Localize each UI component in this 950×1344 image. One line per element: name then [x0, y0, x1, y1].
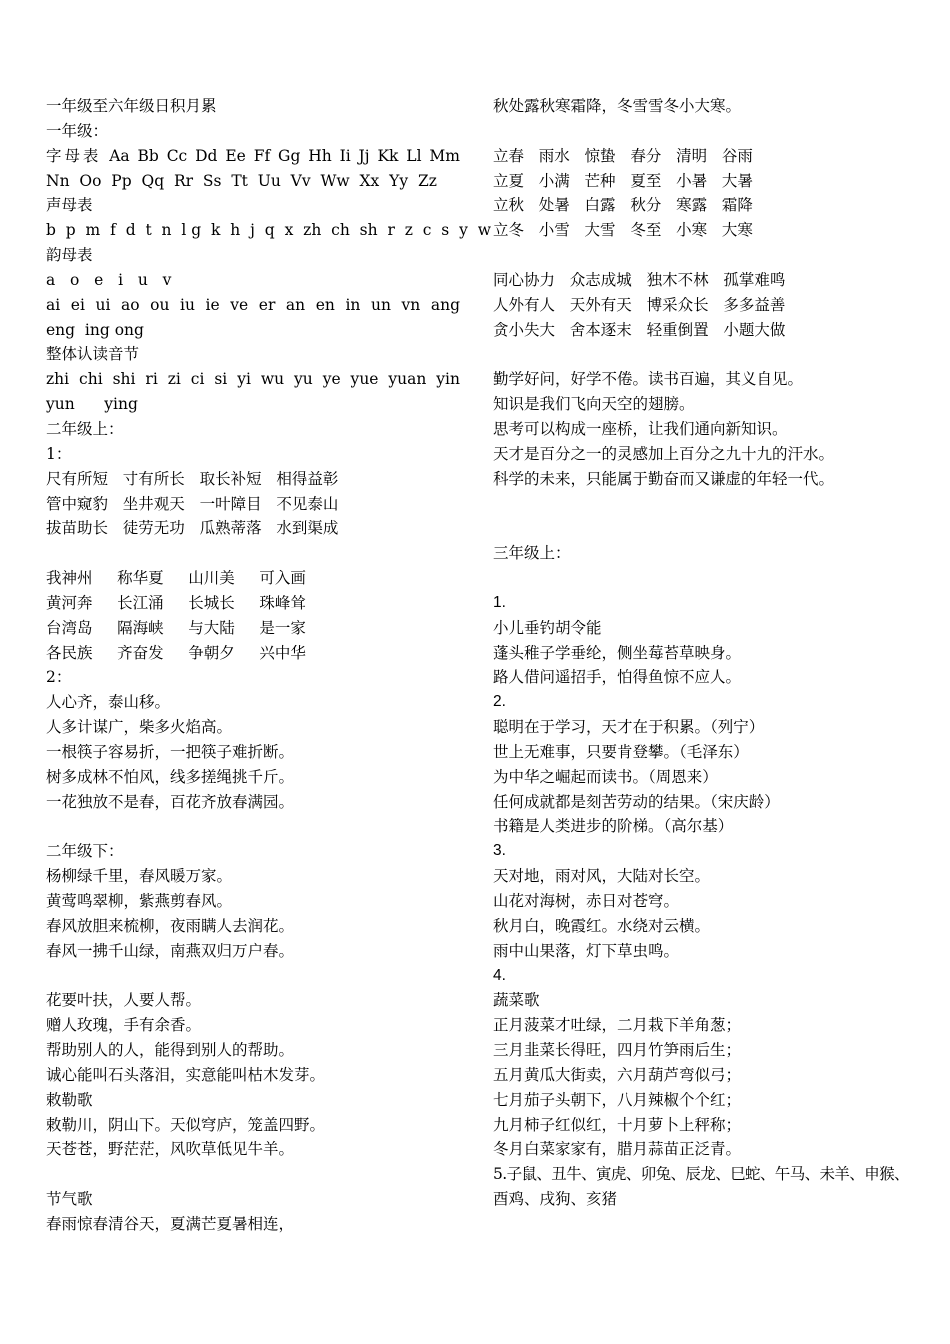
proverb-line: 树多成林不怕风，线多搓绳挑千斤。	[46, 767, 295, 786]
whole-syllables-heading: 整体认读音节	[46, 345, 140, 364]
saying-line: 帮助别人的人，能得到别人的帮助。	[46, 1041, 295, 1060]
blank-line	[493, 342, 913, 367]
zodiac-line: 5.子鼠、丑牛、寅虎、卯兔、辰龙、巳蛇、午马、未羊、申猴、	[493, 1165, 909, 1184]
document-title: 一年级至六年级日积月累	[46, 97, 217, 115]
grade-1-heading: 一年级：	[46, 121, 109, 140]
verse-row: 黄河奔 长江涌 长城长 珠峰耸	[46, 593, 306, 612]
section-number: 2：	[46, 668, 72, 687]
quote-line: 知识是我们飞向天空的翅膀。	[493, 395, 695, 414]
idiom-row: 管中窥豹 坐井观天 一叶障目 不见泰山	[46, 494, 339, 513]
blank-line	[493, 566, 913, 591]
proverb-line: 人多计谋广，柴多火焰高。	[46, 718, 233, 737]
whole-syllables-line-1: zhi chi shi ri zi ci si yi wu yu ye yue yuan yin	[46, 370, 460, 389]
song-line: 七月茄子头朝下，八月辣椒个个红；	[493, 1090, 742, 1109]
verse-row: 台湾岛 隔海峡 与大陆 是一家	[46, 618, 306, 637]
song-title: 蔬菜歌	[493, 991, 540, 1010]
couplet-line: 春风放胆来梳柳，夜雨瞒人去润花。	[46, 916, 295, 935]
alphabet-line-1: 字母表 Aa Bb Cc Dd Ee Ff Gg Hh Ii Jj Kk Ll Mm	[46, 146, 460, 165]
blank-line	[493, 516, 913, 541]
poem-line: 敕勒川，阴山下。天似穹庐，笼盖四野。	[46, 1115, 326, 1134]
idiom-row: 贪小失大 舍本逐末 轻重倒置 小题大做	[493, 320, 786, 339]
quote-line: 为中华之崛起而读书。（周恩来）	[493, 767, 718, 786]
grade-2-second-heading: 二年级下：	[46, 842, 124, 861]
idiom-row: 人外有人 天外有天 博采众长 多多益善	[493, 295, 786, 314]
couplet-line: 杨柳绿千里，春风暖万家。	[46, 867, 233, 886]
song-line: 秋处露秋寒霜降，冬雪雪冬小大寒。	[493, 97, 742, 115]
blank-line	[493, 492, 913, 517]
song-line: 冬月白菜家家有，腊月蒜苗正泛青。	[493, 1140, 742, 1159]
quote-line: 勤学好问，好学不倦。读书百遍，其义自见。	[493, 370, 804, 389]
compound-finals-line: ai ei ui ao ou iu ie ve er an en in un vn ang	[46, 295, 460, 314]
finals-heading: 韵母表	[46, 246, 93, 265]
quote-line: 聪明在于学习，天才在于积累。（列宁）	[493, 718, 765, 737]
grade-3-first-heading: 三年级上：	[493, 544, 571, 563]
simple-finals-line: a o e i u v	[46, 270, 172, 289]
blank-line	[46, 814, 460, 839]
quote-line: 思考可以构成一座桥，让我们通向新知识。	[493, 419, 788, 438]
grade-2-first-heading: 二年级上：	[46, 419, 124, 438]
section-number: 2.	[493, 693, 506, 711]
solar-term-row: 立夏 小满 芒种 夏至 小暑 大暑	[493, 171, 753, 190]
proverb-line: 一根筷子容易折，一把筷子难折断。	[46, 742, 295, 761]
song-line: 九月柿子红似红，十月萝卜上秤称；	[493, 1115, 742, 1134]
nasal-finals-line: eng ing ong	[46, 320, 144, 339]
section-number: 4.	[493, 966, 506, 984]
section-number: 3.	[493, 842, 506, 860]
section-number: 1：	[46, 444, 72, 463]
saying-line: 诚心能叫石头落泪，实意能叫枯木发芽。	[46, 1065, 326, 1084]
poem-title: 敕勒歌	[46, 1090, 93, 1109]
zodiac-line: 酉鸡、戌狗、亥猪	[493, 1190, 618, 1209]
quote-line: 任何成就都是刻苦劳动的结果。（宋庆龄）	[493, 792, 780, 811]
blank-line	[46, 1162, 460, 1187]
verse-row: 各民族 齐奋发 争朝夕 兴中华	[46, 643, 306, 662]
couplet-line: 春风一拂千山绿，南燕双归万户春。	[46, 941, 295, 960]
song-line: 五月黄瓜大街卖，六月葫芦弯似弓；	[493, 1065, 742, 1084]
solar-term-row: 立春 雨水 惊蛰 春分 清明 谷雨	[493, 146, 753, 165]
idiom-row: 同心协力 众志成城 独木不林 孤掌难鸣	[493, 270, 786, 289]
left-column	[46, 94, 491, 1237]
quote-line: 世上无难事，只要肯登攀。（毛泽东）	[493, 742, 749, 761]
poem-title: 小儿垂钓胡令能	[493, 618, 602, 637]
quote-line: 书籍是人类进步的阶梯。（高尔基）	[493, 817, 734, 836]
poem-line: 路人借问遥招手，怕得鱼惊不应人。	[493, 668, 742, 687]
quote-line: 科学的未来，只能属于勤奋而又谦虚的年轻一代。	[493, 469, 835, 488]
song-line: 正月菠菜才吐绿，二月栽下羊角葱；	[493, 1016, 742, 1035]
poem-line: 蓬头稚子学垂纶，侧坐莓苔草映身。	[493, 643, 742, 662]
song-line: 春雨惊春清谷天，夏满芒夏暑相连，	[46, 1214, 295, 1233]
couplet-line: 天对地，雨对风，大陆对长空。	[493, 867, 711, 886]
initials-heading: 声母表	[46, 196, 93, 215]
couplet-line: 雨中山果落，灯下草虫鸣。	[493, 941, 680, 960]
solar-term-row: 立秋 处暑 白露 秋分 寒露 霜降	[493, 196, 753, 215]
song-line: 三月韭菜长得旺，四月竹笋雨后生；	[493, 1041, 742, 1060]
song-title: 节气歌	[46, 1190, 93, 1209]
verse-row: 我神州 称华夏 山川美 可入画	[46, 569, 306, 588]
blank-line	[46, 964, 460, 989]
quote-line: 天才是百分之一的灵感加上百分之九十九的汗水。	[493, 444, 835, 463]
initials-line: b p m f d t n l g k h j q x zh ch sh r z c s y w	[46, 221, 491, 240]
blank-line	[46, 541, 460, 566]
couplet-line: 秋月白，晚霞红。水绕对云横。	[493, 916, 711, 935]
idiom-row: 拔苗助长 徒劳无功 瓜熟蒂落 水到渠成	[46, 519, 339, 538]
alphabet-line-2: Nn Oo Pp Qq Rr Ss Tt Uu Vv Ww Xx Yy Zz	[46, 171, 437, 190]
poem-line: 天苍苍，野茫茫，风吹草低见牛羊。	[46, 1140, 295, 1159]
proverb-line: 人心齐，泰山移。	[46, 693, 171, 712]
section-number: 1.	[493, 593, 506, 611]
idiom-row: 尺有所短 寸有所长 取长补短 相得益彰	[46, 469, 339, 488]
blank-line	[493, 119, 913, 144]
solar-term-row: 立冬 小雪 大雪 冬至 小寒 大寒	[493, 221, 753, 240]
saying-line: 花要叶扶，人要人帮。	[46, 991, 202, 1010]
whole-syllables-line-2: yun ying	[46, 395, 138, 414]
saying-line: 赠人玫瑰，手有余香。	[46, 1016, 202, 1035]
right-column	[493, 94, 913, 1212]
couplet-line: 山花对海树，赤日对苍穹。	[493, 892, 680, 910]
blank-line	[493, 243, 913, 268]
proverb-line: 一花独放不是春，百花齐放春满园。	[46, 792, 295, 811]
couplet-line: 黄莺鸣翠柳，紫燕剪春风。	[46, 892, 233, 910]
